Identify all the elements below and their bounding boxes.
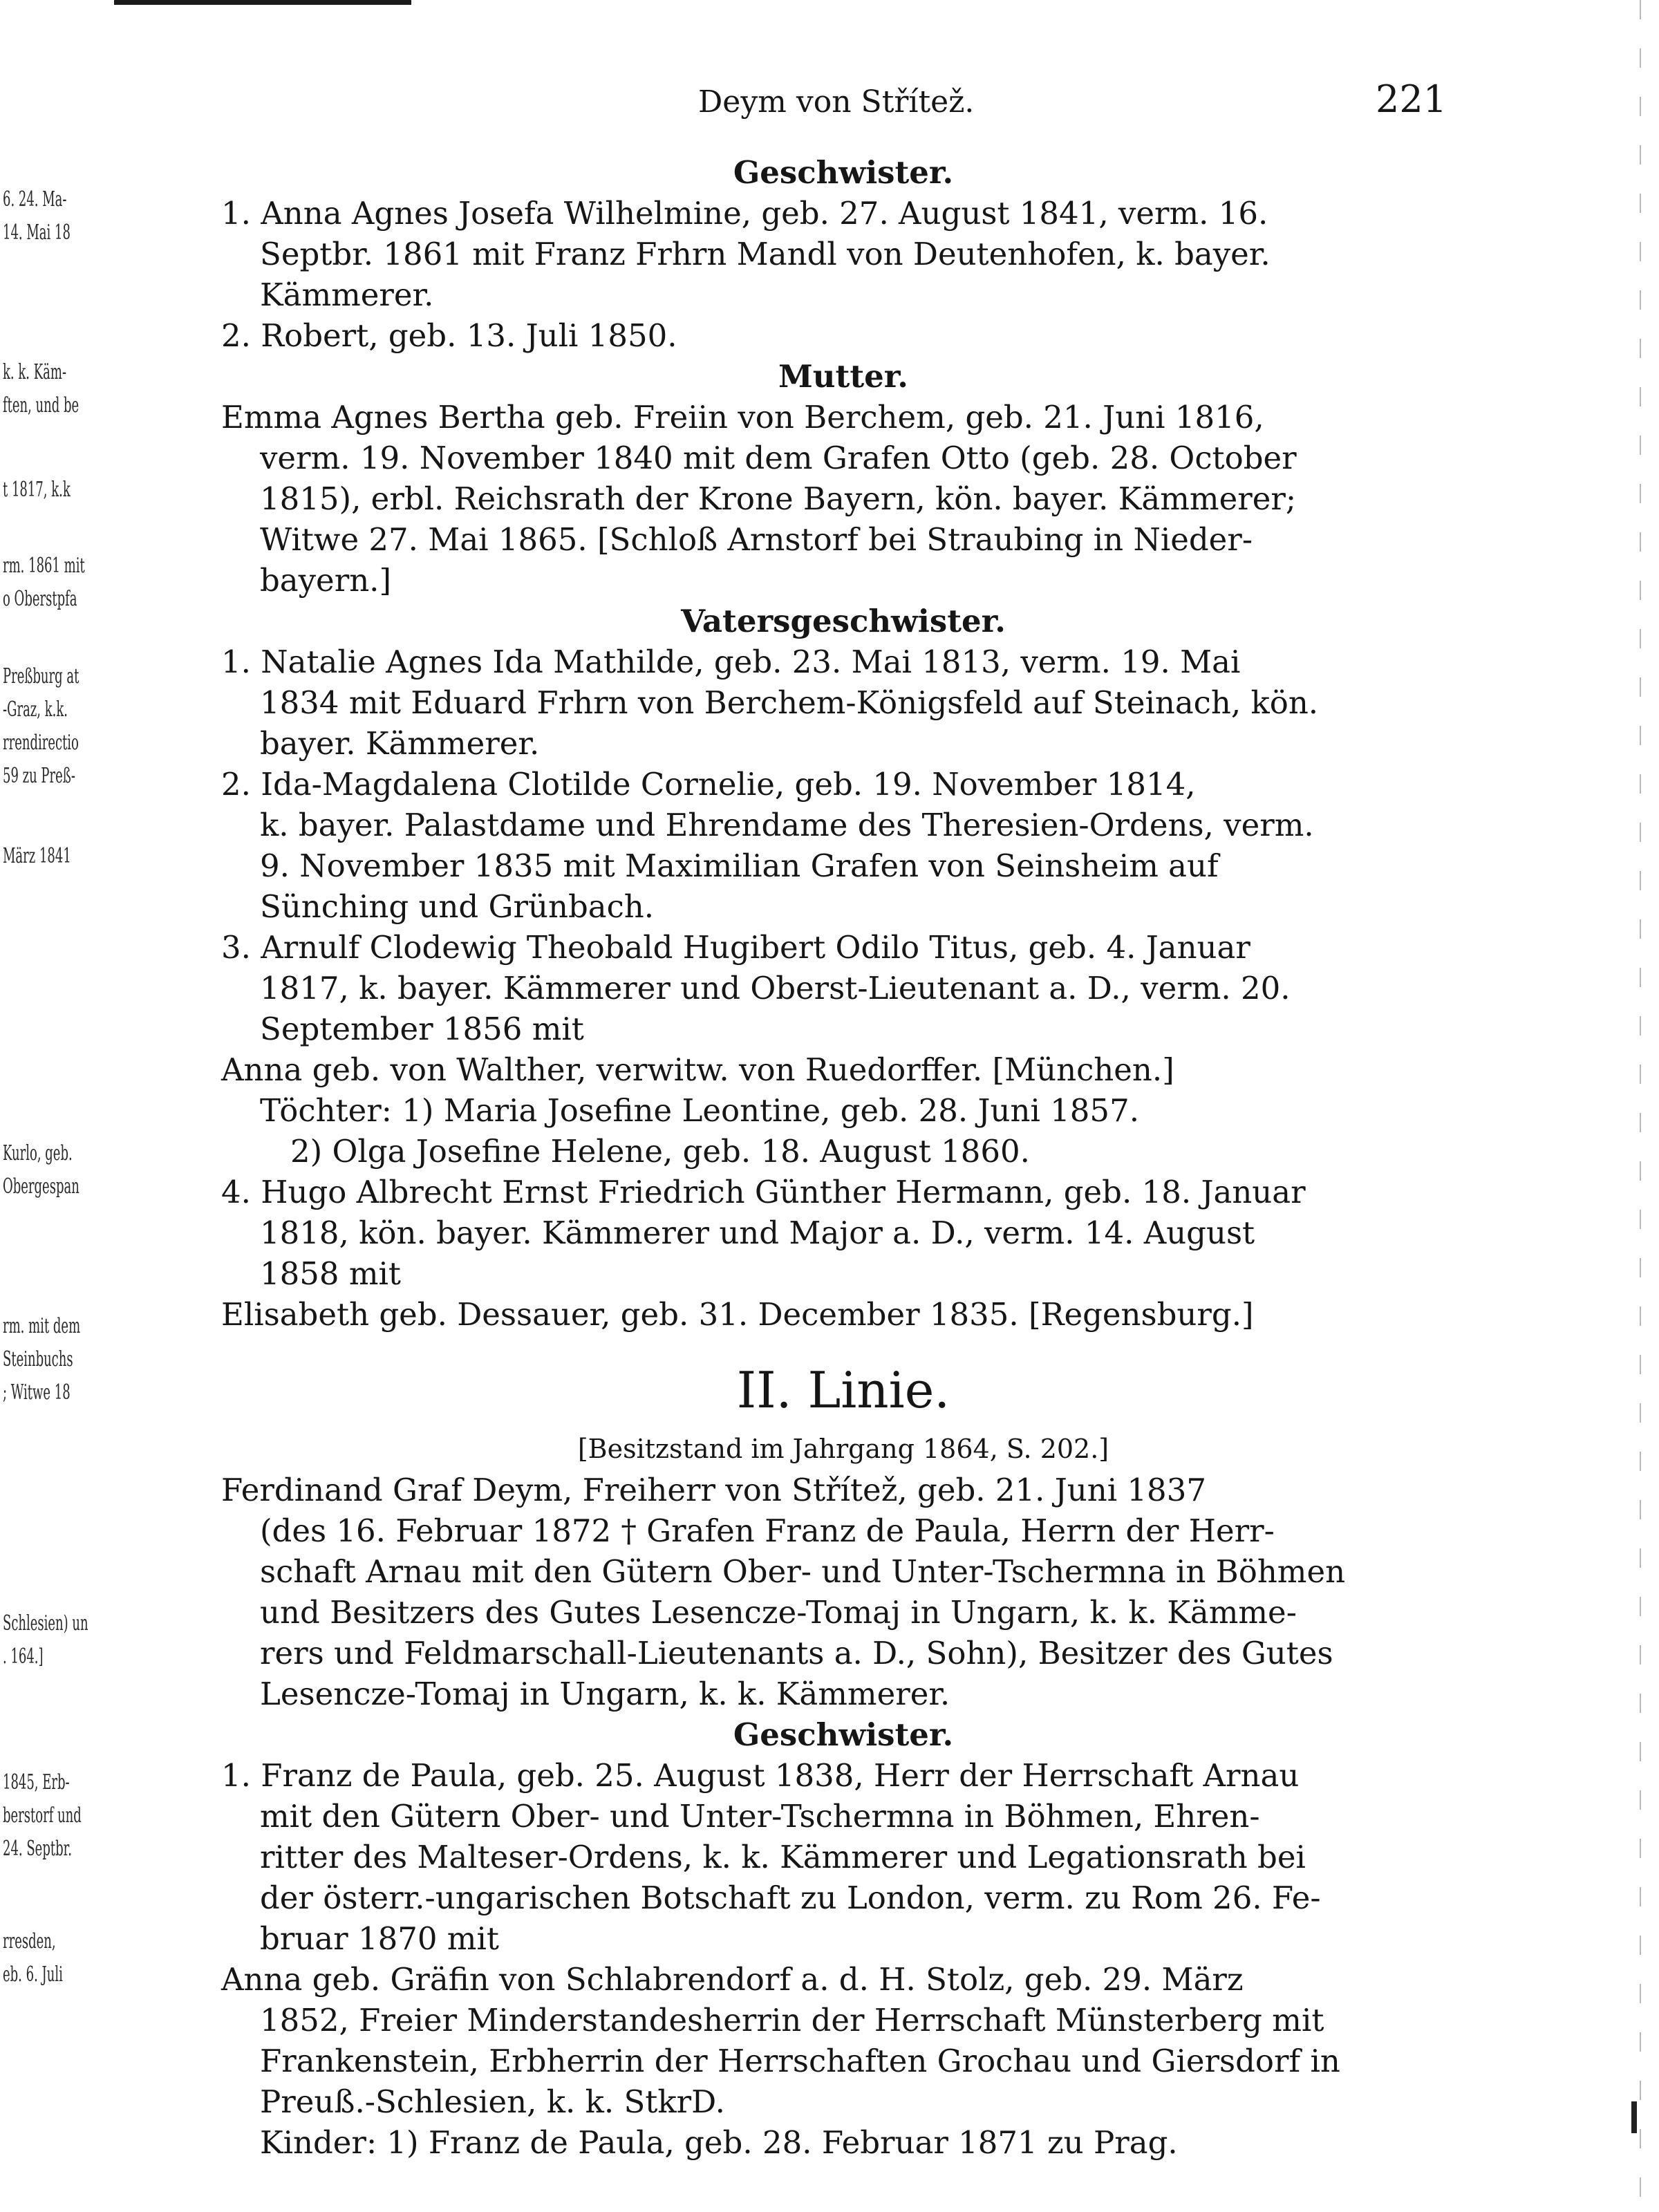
text-line: bruar 1870 mit (260, 1920, 499, 1957)
margin-fragment: . 164.] (3, 1644, 44, 1669)
text-line: 3. Arnulf Clodewig Theobald Hugibert Odilo Titus, geb. 4. Januar (221, 929, 1250, 966)
text-line: 2. Robert, geb. 13. Juli 1850. (221, 317, 677, 354)
text-line: 1852, Freier Minderstandesherrin der Herrschaft Münsterberg mit (260, 2002, 1324, 2038)
margin-fragment: Steinbuchs (3, 1347, 73, 1371)
page-number: 221 (1376, 77, 1447, 121)
text-line: Töchter: 1) Maria Josefine Leontine, geb. 28. Juni 1857. (260, 1092, 1139, 1129)
text-line: Frankenstein, Erbherrin der Herrschaften Grochau und Giersdorf in (260, 2043, 1340, 2079)
page-body (221, 152, 1465, 2163)
text-line: ritter des Malteser-Ordens, k. k. Kämmerer und Legationsrath bei (260, 1839, 1306, 1875)
section-heading: Geschwister. (733, 154, 954, 191)
margin-fragment: rresden, (3, 1929, 56, 1953)
text-line: Sünching und Grünbach. (260, 888, 655, 925)
text-line: 1818, kön. bayer. Kämmerer und Major a. D., verm. 14. August (260, 1215, 1255, 1251)
margin-fragment: 14. Mai 18 (3, 221, 71, 245)
text-line: Septbr. 1861 mit Franz Frhrn Mandl von Deutenhofen, k. bayer. (260, 236, 1271, 272)
margin-fragment: 1845, Erb- (3, 1770, 70, 1794)
left-margin-bleedthrough (0, 0, 104, 2212)
text-line: 9. November 1835 mit Maximilian Grafen von Seinsheim auf (260, 847, 1219, 884)
text-line: Preuß.-Schlesien, k. k. StkrD. (260, 2083, 725, 2120)
margin-fragment: Preßburg at (3, 664, 79, 688)
text-line: Emma Agnes Bertha geb. Freiin von Berchem, geb. 21. Juni 1816, (221, 399, 1264, 435)
line-title: II. Linie. (736, 1361, 950, 1419)
margin-fragment: Kurlo, geb. (3, 1141, 73, 1165)
text-line: Elisabeth geb. Dessauer, geb. 31. December 1835. [Regensburg.] (221, 1296, 1254, 1333)
section-heading: Vatersgeschwister. (681, 603, 1006, 639)
text-line: Ferdinand Graf Deym, Freiherr von Střítež, geb. 21. Juni 1837 (221, 1472, 1206, 1508)
text-line: und Besitzers des Gutes Lesencze-Tomaj in Ungarn, k. k. Kämme- (260, 1594, 1297, 1631)
reference-note: [Besitzstand im Jahrgang 1864, S. 202.] (577, 1434, 1109, 1464)
text-line: 1817, k. bayer. Kämmerer und Oberst-Lieutenant a. D., verm. 20. (260, 970, 1291, 1006)
margin-fragment: berstorf und (3, 1803, 82, 1828)
margin-fragment: 6. 24. Ma- (3, 187, 67, 212)
text-line: Anna geb. von Walther, verwitw. von Ruedorffer. [München.] (221, 1051, 1174, 1088)
text-line: mit den Gütern Ober- und Unter-Tschermna in Böhmen, Ehren- (260, 1798, 1260, 1835)
text-line: 1. Franz de Paula, geb. 25. August 1838, Herr der Herrschaft Arnau (221, 1757, 1300, 1794)
text-line: der österr.-ungarischen Botschaft zu London, verm. zu Rom 26. Fe- (260, 1880, 1321, 1916)
margin-fragment: März 1841 (3, 844, 71, 868)
section-heading: Mutter. (778, 358, 908, 395)
text-line: Kämmerer. (260, 276, 434, 313)
page-header (0, 77, 1659, 130)
margin-fragment: k. k. Käm- (3, 360, 67, 384)
text-line: 1858 mit (260, 1255, 401, 1292)
text-line: bayer. Kämmerer. (260, 725, 540, 762)
margin-fragment: Schlesien) un (3, 1611, 88, 1635)
margin-fragment: t 1817, k.k (3, 478, 71, 502)
section-heading: Geschwister. (733, 1716, 954, 1753)
margin-fragment: 24. Septbr. (3, 1837, 72, 1861)
text-line: schaft Arnau mit den Gütern Ober- und Unter-Tschermna in Böhmen (260, 1553, 1346, 1590)
margin-fragment: Obergespan (3, 1174, 79, 1199)
text-line: verm. 19. November 1840 mit dem Grafen Otto (geb. 28. October (260, 440, 1297, 476)
margin-fragment: rm. mit dem (3, 1314, 81, 1338)
margin-fragment: ften, und be (3, 393, 79, 418)
text-line: (des 16. Februar 1872 † Grafen Franz de Paula, Herrn der Herr- (260, 1512, 1275, 1549)
text-line: 1834 mit Eduard Frhrn von Berchem-Königsfeld auf Steinach, kön. (260, 684, 1319, 721)
page-edge (1640, 0, 1641, 2212)
margin-fragment: -Graz, k.k. (3, 697, 68, 722)
text-line: bayern.] (260, 562, 392, 599)
margin-fragment: eb. 6. Juli (3, 1962, 63, 1987)
text-line: 1815), erbl. Reichsrath der Krone Bayern, kön. bayer. Kämmerer; (260, 480, 1297, 517)
margin-fragment: o Oberstpfa (3, 587, 77, 611)
running-title: Deym von Střítež. (698, 84, 975, 120)
text-line: 1. Natalie Agnes Ida Mathilde, geb. 23. Mai 1813, verm. 19. Mai (221, 644, 1241, 680)
margin-fragment: rrendirectio (3, 731, 79, 755)
text-line: September 1856 mit (260, 1011, 584, 1047)
text-line: 2. Ida-Magdalena Clotilde Cornelie, geb. 19. November 1814, (221, 766, 1196, 803)
text-line: Anna geb. Gräfin von Schlabrendorf a. d. H. Stolz, geb. 29. März (221, 1961, 1244, 1998)
text-line: Lesencze-Tomaj in Ungarn, k. k. Kämmerer. (260, 1676, 950, 1712)
edge-mark (1631, 2101, 1637, 2133)
text-line: 1. Anna Agnes Josefa Wilhelmine, geb. 27. August 1841, verm. 16. (221, 195, 1268, 232)
text-line: Witwe 27. Mai 1865. [Schloß Arnstorf bei Straubing in Nieder- (260, 521, 1253, 558)
text-line: k. bayer. Palastdame und Ehrendame des Theresien-Ordens, verm. (260, 807, 1314, 843)
margin-fragment: ; Witwe 18 (3, 1380, 71, 1405)
top-rule (114, 0, 411, 5)
text-line: 2) Olga Josefine Helene, geb. 18. August 1860. (290, 1133, 1030, 1170)
margin-fragment: rm. 1861 mit (3, 554, 85, 578)
text-line: Kinder: 1) Franz de Paula, geb. 28. Februar 1871 zu Prag. (260, 2124, 1178, 2161)
text-line: rers und Feldmarschall-Lieutenants a. D., Sohn), Besitzer des Gutes (260, 1635, 1333, 1671)
margin-fragment: 59 zu Preß- (3, 764, 75, 788)
text-line: 4. Hugo Albrecht Ernst Friedrich Günther Hermann, geb. 18. Januar (221, 1174, 1306, 1210)
